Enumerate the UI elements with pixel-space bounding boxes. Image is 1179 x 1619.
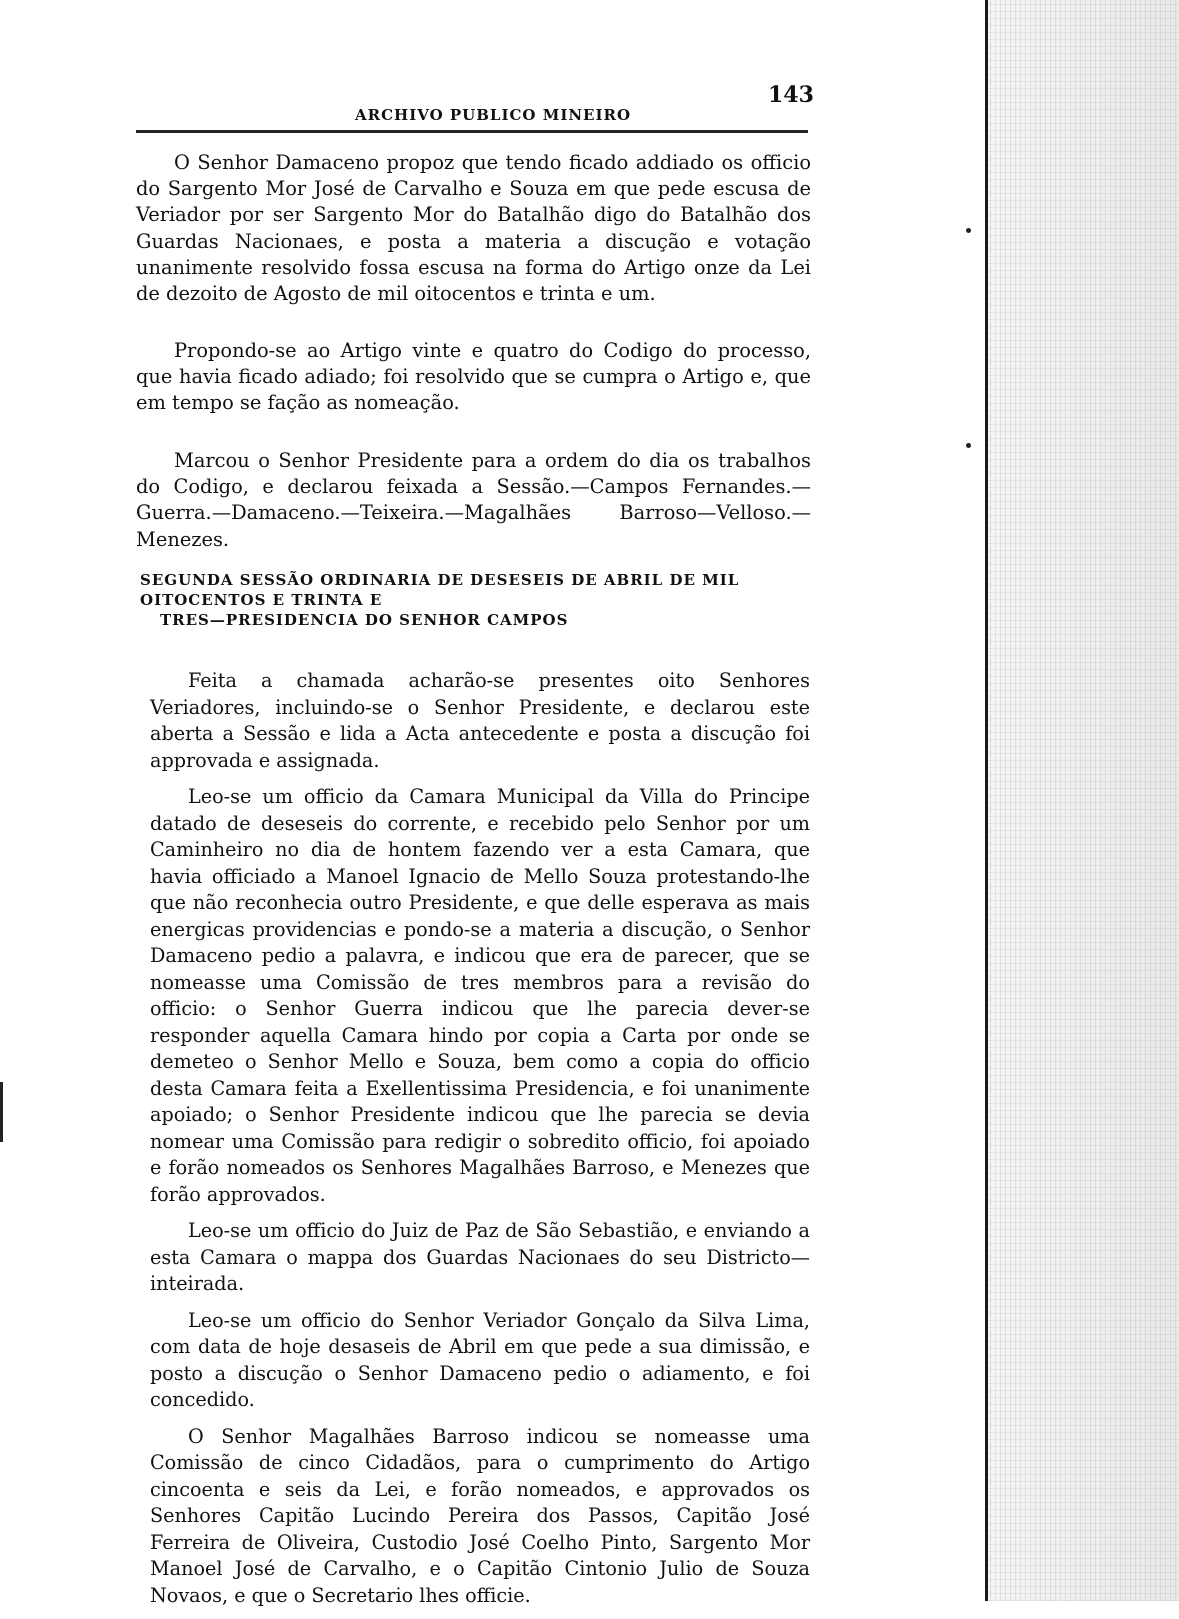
paragraph: Leo-se um officio do Senhor Veriador Gonçalo da Silva Lima, com data de hoje desaseis de Abril em que pede a sua dimissão, e posto a discução o Senhor Damaceno pedio o adiamento, e foi concedido. [150,1308,810,1411]
ink-dot [966,228,971,233]
adjacent-page-edge [985,0,1179,1601]
ink-dot [966,443,971,448]
page-gutter-line [985,0,988,1601]
paragraph: Propondo-se ao Artigo vinte e quatro do Codigo do processo, que havia ficado adiado; foi resolvido que se cumpra o Artigo e, que em tempo se fação as nomeação. [136,339,811,415]
paragraph-codigo-article [136,338,811,417]
section-heading [140,570,805,630]
paragraph: Feita a chamada acharão-se presentes oito Senhores Veriadores, incluindo-se o Senhor Presidente, e declarou este aberta a Sessão e lida a Acta antecedente e posta a discução foi approvada e assignada. [150,669,810,772]
paragraph: Leo-se um officio da Camara Municipal da Villa do Principe datado de deseseis do corrente, e recebido pelo Senhor por um Caminheiro no dia de hontem fazendo ver a esta Camara, que havia officiado a Manoel Ignacio de Mello Souza protestando-lhe que não reconhecia outro Presidente, e que delle esperava as mais energicas providencias e pondo-se a materia a discução, o Senhor Damaceno pedio a palavra, e indicou que era de parecer, que se nomeasse uma Comissão de tres membros para a revisão do officio: o Senhor Guerra indicou que lhe parecia dever-se responder aquella Camara hindo por copia a Carta por onde se demeteo o Senhor Mello e Souza, bem como a copia do officio desta Camara feita a Exellentissima Presidencia, e foi unanimente apoiado; o Senhor Presidente indicou que lhe parecia se devia nomear uma Comissão para redigir o sobredito officio, foi apoiado e forão nomeados os Senhores Magalhães Barroso, e Menezes que forão approvados. [150,785,810,1206]
page-header [140,72,814,124]
paragraph: O Senhor Damaceno propoz que tendo ficado addiado os officio do Sargento Mor José de Carvalho e Souza em que pede escusa de Veriador por ser Sargento Mor do Batalhão digo do Batalhão dos Guardas Nacionaes, e posta a materia a discução e votação unanimente resolvido fossa escusa na forma do Artigo onze da Lei de dezoito de Agosto de mil oitocentos e trinta e um. [136,151,811,306]
paragraph: Marcou o Senhor Presidente para a ordem do dia os trabalhos do Codigo, e declarou feixada a Sessão.—Campos Fernandes.—Guerra.—Damaceno.—Teixeira.—Magalhães Barroso—Velloso.—Menezes. [136,449,811,551]
paragraph: Leo-se um officio do Juiz de Paz de São Sebastião, e enviando a esta Camara o mappa dos Guardas Nacionaes do seu Districto—inteirada. [150,1219,810,1295]
session-minutes [150,668,810,1619]
paragraph-session-close [136,448,811,553]
margin-mark [0,1082,3,1142]
running-title: ARCHIVO PUBLICO MINEIRO [355,106,632,124]
section-heading-line: SEGUNDA SESSÃO ORDINARIA DE DESESEIS DE ABRIL DE MIL OITOCENTOS E TRINTA E [140,571,740,609]
page-number: 143 [768,82,814,108]
paragraph-damaceno-proposal [136,150,811,307]
section-heading-line: TRES—PRESIDENCIA DO SENHOR CAMPOS [160,611,569,629]
header-rule [136,130,808,133]
paragraph: O Senhor Magalhães Barroso indicou se nomeasse uma Comissão de cinco Cidadãos, para o cumprimento do Artigo cincoenta e seis da Lei, e forão nomeados, e approvados os Senhores Capitão Lucindo Pereira dos Passos, Capitão José Ferreira de Oliveira, Custodio José Coelho Pinto, Sargento Mor Manoel José de Carvalho, e o Capitão Cintonio Julio de Souza Novaos, e que o Secretario lhes officie. [150,1424,810,1607]
